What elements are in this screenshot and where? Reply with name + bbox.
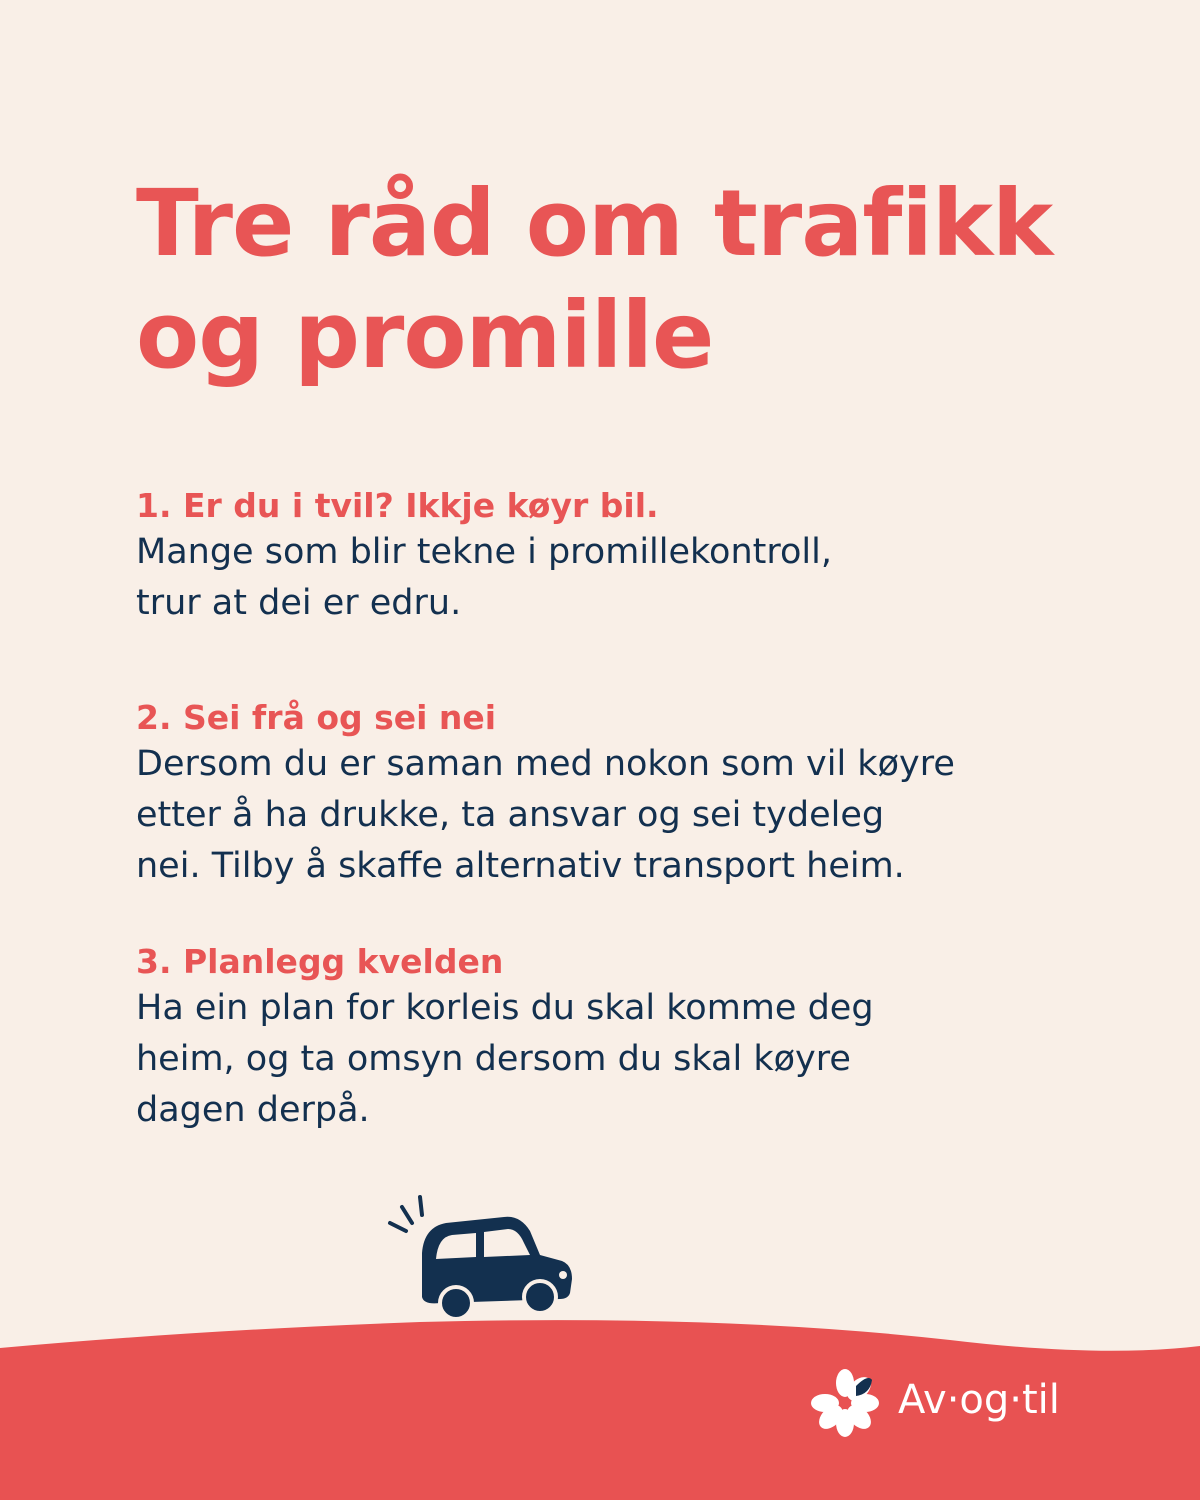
tip-3 bbox=[136, 941, 1136, 1136]
tip-body bbox=[136, 739, 1136, 892]
tip-1 bbox=[136, 485, 1136, 629]
brand-name: Av·og·til bbox=[898, 1377, 1060, 1423]
tip-heading: 1. Er du i tvil? Ikkje køyr bil. bbox=[136, 486, 659, 525]
flower-logo-icon bbox=[808, 1366, 882, 1440]
tip-heading: 2. Sei frå og sei nei bbox=[136, 698, 497, 737]
tip-body-line: dagen derpå. bbox=[136, 1090, 370, 1130]
motion-lines bbox=[390, 1197, 422, 1231]
tip-body-line: Mange som blir tekne i promillekontroll, bbox=[136, 532, 832, 572]
tip-body bbox=[136, 983, 1136, 1136]
tip-body-line: trur at dei er edru. bbox=[136, 583, 462, 623]
brand-logo bbox=[808, 1362, 1088, 1442]
tip-2 bbox=[136, 697, 1136, 892]
tip-body bbox=[136, 527, 1136, 629]
page-title bbox=[136, 168, 1136, 392]
title-line-1: Tre råd om trafikk bbox=[136, 170, 1053, 277]
title-line-2: og promille bbox=[136, 282, 714, 389]
tip-body-line: nei. Tilby å skaffe alternativ transport heim. bbox=[136, 846, 905, 886]
tip-body-line: etter å ha drukke, ta ansvar og sei tydeleg bbox=[136, 795, 885, 835]
tip-body-line: heim, og ta omsyn dersom du skal køyre bbox=[136, 1039, 851, 1079]
tip-body-line: Dersom du er saman med nokon som vil køyre bbox=[136, 744, 955, 784]
tip-body-line: Ha ein plan for korleis du skal komme deg bbox=[136, 988, 874, 1028]
tip-heading: 3. Planlegg kvelden bbox=[136, 942, 504, 981]
